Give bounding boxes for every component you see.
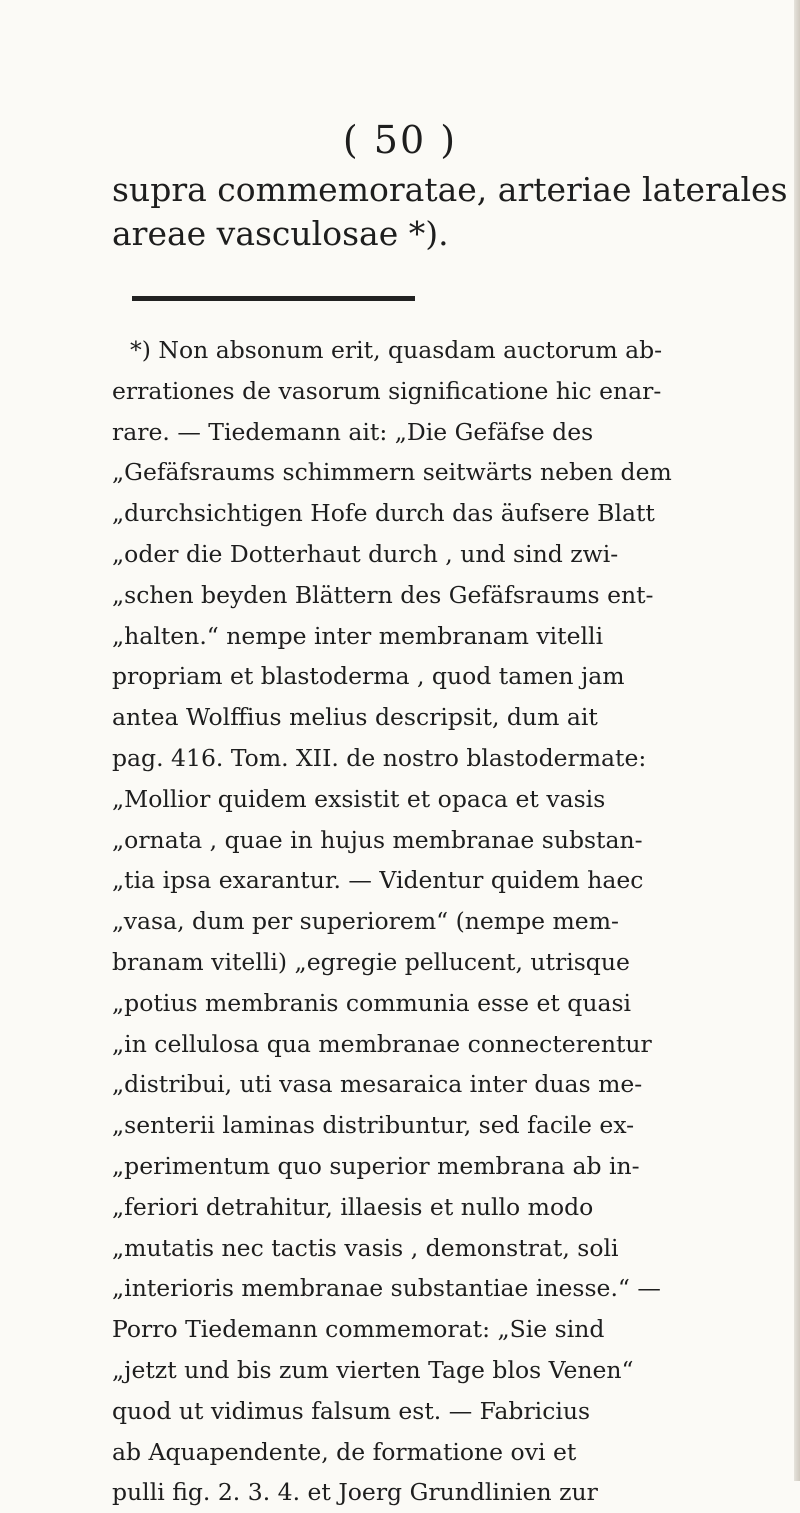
footnote-line: „potius membranis communia esse et quasi (112, 988, 632, 1017)
footnote-line: „halten.“ nempe inter membranam vitelli (112, 621, 604, 650)
footnote-line: „in cellulosa qua membranae connecterentur (112, 1029, 652, 1058)
footnote-line: „interioris membranae substantiae inesse.“ — (112, 1274, 661, 1303)
footnote-line: pag. 416. Tom. XII. de nostro blastodermate: (112, 743, 647, 772)
footnote-line: „senterii laminas distribuntur, sed facile ex- (112, 1111, 635, 1140)
footnote-line: „oder die Dotterhaut durch , und sind zwi- (112, 539, 619, 568)
footnote-line: „durchsichtigen Hofe durch das äufsere Blatt (112, 499, 655, 528)
footnote-line: Porro Tiedemann commemorat: „Sie sind (112, 1315, 605, 1344)
footnote-line: „vasa, dum per superiorem“ (nempe mem- (112, 907, 619, 936)
footnote-line: quod ut vidimus falsum est. — Fabricius (112, 1396, 591, 1425)
page-edge (794, 0, 800, 1481)
footnote-divider (132, 296, 415, 301)
footnote-line: „Gefäfsraums schimmern seitwärts neben dem (112, 458, 672, 487)
footnote (112, 330, 792, 1513)
footnote-line: „jetzt und bis zum vierten Tage blos Venen“ (112, 1355, 634, 1384)
footnote-line: „perimentum quo superior membrana ab in- (112, 1151, 640, 1180)
main-text-line: supra commemoratae, arteriae laterales (112, 170, 788, 209)
footnote-line: antea Wolffius melius descripsit, dum ait (112, 703, 598, 732)
footnote-line: „feriori detrahitur, illaesis et nullo modo (112, 1192, 594, 1221)
footnote-line: „distribui, uti vasa mesaraica inter duas me- (112, 1070, 643, 1099)
footnote-line: „schen beyden Blättern des Gefäfsraums ent- (112, 580, 654, 609)
footnote-line: errationes de vasorum significatione hic enar- (112, 376, 662, 405)
main-text (112, 168, 792, 256)
footnote-line: „mutatis nec tactis vasis , demonstrat, soli (112, 1233, 619, 1262)
footnote-line: ab Aquapendente, de formatione ovi et (112, 1437, 577, 1466)
footnote-line: *) Non absonum erit, quasdam auctorum ab- (130, 336, 663, 364)
footnote-line: „Mollior quidem exsistit et opaca et vasis (112, 784, 606, 813)
footnote-line: „ornata , quae in hujus membranae substan- (112, 825, 643, 854)
main-text-line: areae vasculosae *). (112, 214, 449, 253)
footnote-line: branam vitelli) „egregie pellucent, utrisque (112, 947, 630, 976)
footnote-line: rare. — Tiedemann ait: „Die Gefäfse des (112, 417, 594, 446)
footnote-line: „tia ipsa exarantur. — Videntur quidem haec (112, 866, 644, 895)
footnote-line: propriam et blastoderma , quod tamen jam (112, 662, 625, 691)
footnote-line: pulli fig. 2. 3. 4. et Joerg Grundlinien zur (112, 1478, 598, 1507)
page-number: ( 50 ) (342, 118, 458, 162)
